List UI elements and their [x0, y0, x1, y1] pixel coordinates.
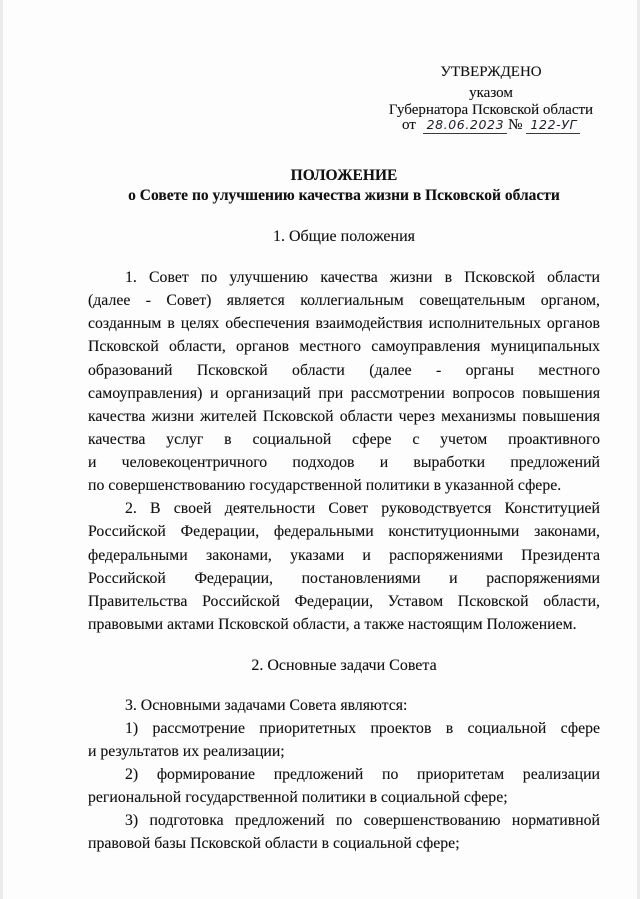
paragraph-line: и человекоцентричного подходов и выработки предложений	[88, 454, 600, 471]
number-sign: №	[508, 117, 523, 133]
paragraph-line: региональной государственной политики в социальной сфере;	[88, 789, 508, 806]
list-item-1	[88, 717, 600, 763]
date-prefix: от	[401, 117, 416, 133]
approval-issuer: Губернатора Псковской области	[388, 102, 594, 118]
paragraph-line: качества жизни жителей Псковской области через механизмы повышения	[88, 407, 600, 425]
handwritten-date: 28.06.2023	[423, 117, 508, 134]
approval-act-type: указом	[469, 85, 513, 101]
paragraph-line: федеральными законами, указами и распоряжениями Президента	[88, 546, 600, 564]
paragraph-line: образований Псковской области (далее - органы местного	[88, 361, 600, 379]
paragraph-3	[88, 694, 600, 717]
approval-label: УТВЕРЖДЕНО	[440, 64, 542, 80]
paragraph-line: (далее - Совет) является коллегиальным совещательным органом,	[88, 292, 600, 310]
section-heading-general-provisions: 1. Общие положения	[272, 228, 416, 245]
approval-date-line	[378, 116, 604, 134]
paragraph-1	[88, 266, 600, 497]
paragraph-line: правовой базы Псковской области в социальной сфере;	[88, 835, 460, 852]
paragraph-line: Правительства Российской Федерации, Уставом Псковской области,	[88, 592, 600, 610]
paragraph-2	[88, 497, 600, 636]
paragraph-line: созданным в целях обеспечения взаимодействия исполнительных органов	[88, 315, 600, 333]
section-heading-main-tasks: 2. Основные задачи Совета	[251, 657, 437, 674]
paragraph-line: качества услуг в социальной сфере с учетом проактивного	[88, 430, 600, 448]
list-item-2	[88, 763, 600, 809]
paragraph-line: 3) подготовка предложений по совершенствованию нормативной	[125, 812, 600, 829]
paragraph-line: 1) рассмотрение приоритетных проектов в социальной сфере	[125, 720, 600, 737]
paragraph-line: правовыми актами Псковской области, а также настоящим Положением.	[88, 615, 577, 633]
paragraph-line: 1. Совет по улучшению качества жизни в Псковской области	[125, 269, 600, 286]
paragraph-line: по совершенствованию государственной политики в указанной сфере.	[88, 477, 562, 495]
list-item-3	[88, 809, 600, 855]
paragraph-line: Российской Федерации, постановлениями и распоряжениями	[88, 569, 600, 587]
paragraph-line: 2) формирование предложений по приоритетам реализации	[125, 766, 600, 783]
paragraph-line: самоуправления) и организаций при рассмотрении вопросов повышения	[88, 384, 600, 402]
paragraph-line: 3. Основными задачами Совета являются:	[125, 697, 408, 714]
paragraph-line: Российской Федерации, федеральными конституционными законами,	[88, 523, 600, 541]
approval-block	[378, 0, 604, 140]
paragraph-line: и результатов их реализации;	[88, 743, 285, 760]
paragraph-line: 2. В своей деятельности Совет руководствуется Конституцией	[125, 500, 600, 518]
handwritten-number: 122-УГ	[526, 117, 580, 134]
section-body-main-tasks	[88, 694, 600, 855]
document-subtitle: о Совете по улучшению качества жизни в Псковской области	[128, 187, 560, 204]
section-body-general-provisions	[88, 266, 600, 636]
document-title: ПОЛОЖЕНИЕ	[290, 167, 398, 184]
paragraph-line: Псковской области, органов местного самоуправления муниципальных	[88, 338, 600, 356]
